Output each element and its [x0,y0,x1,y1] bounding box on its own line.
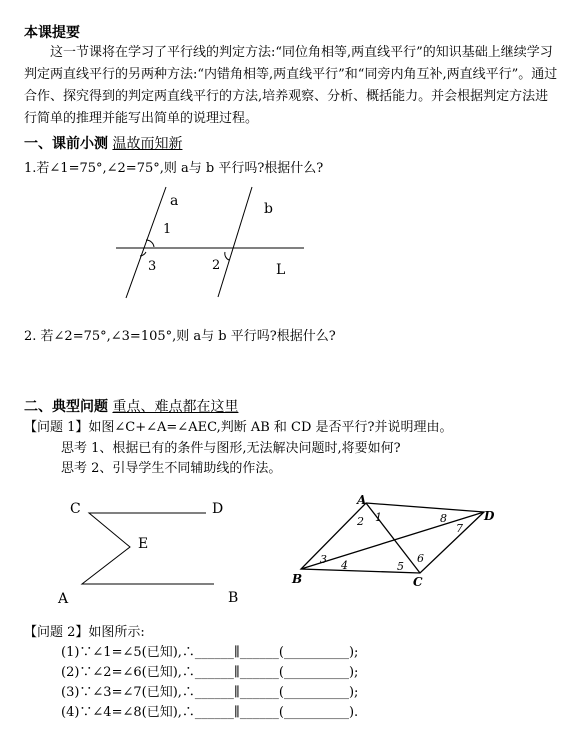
point-D: D [212,501,224,517]
angle-1-arc [146,240,154,247]
angle-1: 1 [375,511,382,524]
angle-6: 6 [417,552,424,565]
line-a [126,187,166,298]
section2-header [24,396,238,416]
item-2: (2)∵∠2=∠6(已知),∴______∥______(__________); [61,665,359,680]
label-3: 3 [148,259,157,274]
figure-parallelogram [291,493,495,589]
intro-title: 本课提要 [24,25,80,41]
question-1: 1.若∠1=75°,∠2=75°,则 a与 b 平行吗?根据什么? [24,161,324,176]
angle-3-arc [140,252,146,256]
section1-subheading: 温故而知新 [112,136,183,152]
problem-1: 【问题 1】如图∠C+∠A=∠AEC,判断 AB 和 CD 是否平行?并说明理由。 [24,420,453,435]
point-C: C [70,501,81,517]
label-L: L [276,262,286,278]
angle-5: 5 [397,560,404,573]
think-2: 思考 2、引导学生不同辅助线的作法。 [61,461,282,476]
intro-paragraph: 这一节课将在学习了平行线的判定方法:“同位角相等,两直线平行”的知识基础上继续学习判定两直线平行的另两种方法:“内错角相等,两直线平行”和“同旁内角互补,两直线平行”。通过合作、探究得到的判定两直线平行的方法,培养观察、分析、概括能力。并会根据判定方法进行简单的推理并能写出简单的说理过程。 [24,45,558,126]
think-1: 思考 1、根据已有的条件与图形,无法解决问题时,将要如何? [61,441,401,456]
angle-8: 8 [440,512,447,525]
angle-2: 2 [357,515,364,528]
line-b [218,187,252,297]
angle-2-arc [225,252,229,260]
point-E: E [138,536,149,552]
problem-2: 【问题 2】如图所示: [24,625,145,640]
label-b: b [264,201,273,217]
vertex-C: C [413,575,423,589]
point-A: A [58,591,69,607]
label-2: 2 [212,258,221,273]
item-4: (4)∵∠4=∠8(已知),∴______∥______(__________). [61,705,359,720]
figure-zigzag [0,490,573,610]
vertex-A: A [357,493,367,507]
vertex-B: B [292,572,303,586]
point-B: B [228,590,239,606]
item-1: (1)∵∠1=∠5(已知),∴______∥______(__________); [61,645,359,660]
label-1: 1 [163,222,172,237]
angle-7: 7 [456,522,463,535]
vertex-D: D [484,509,495,523]
angle-4: 4 [341,559,348,572]
angle-3: 3 [320,553,327,566]
question-2: 2. 若∠2=75°,∠3=105°,则 a与 b 平行吗?根据什么? [24,329,336,344]
section2-subheading: 重点、难点都在这里 [112,399,239,415]
section1-header [24,133,182,153]
item-3: (3)∵∠3=∠7(已知),∴______∥______(__________); [61,685,359,700]
section2-heading: 二、典型问题 [24,399,108,415]
label-a: a [170,193,179,209]
section1-heading: 一、课前小测 [24,136,108,152]
figure-parallel-lines [0,180,573,305]
